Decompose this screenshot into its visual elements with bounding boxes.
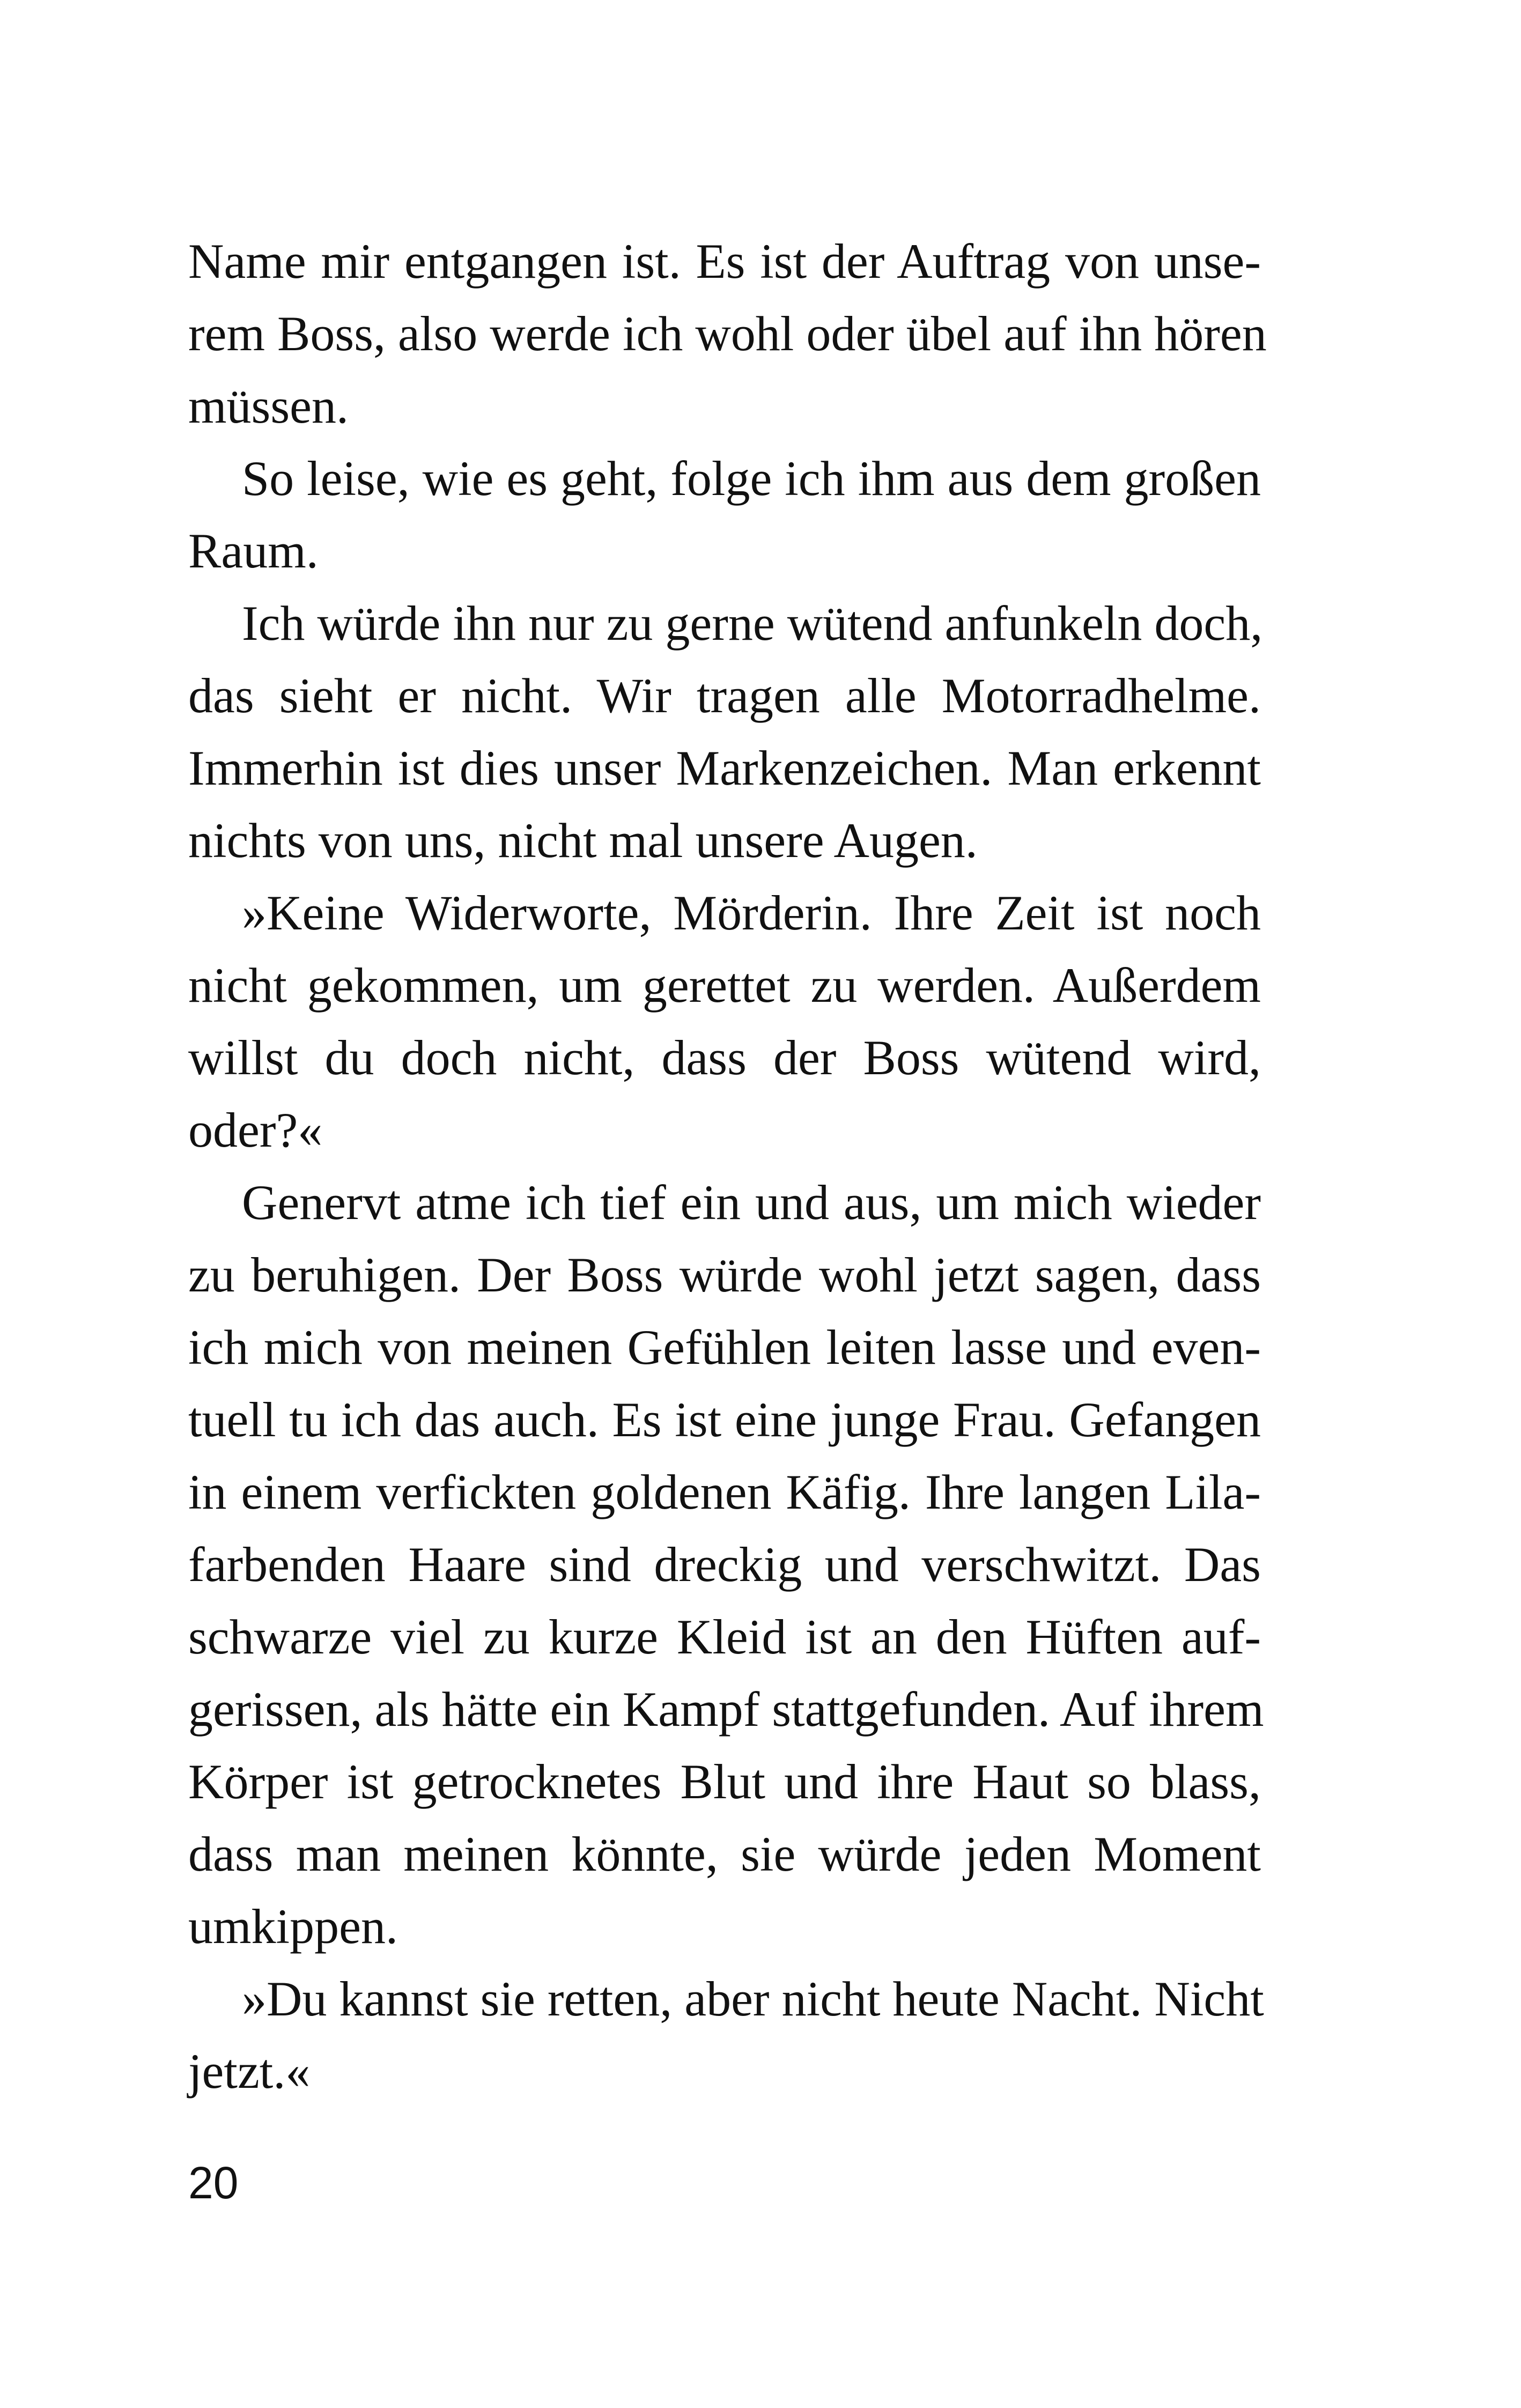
text-line: das sieht er nicht. Wir tragen alle Motorradhelme. [188,668,1261,723]
text-line: »Du kannst sie retten, aber nicht heute Nacht. Nicht [242,1971,1264,2026]
text-line: schwarze viel zu kurze Kleid ist an den Hüften auf- [188,1609,1261,1664]
paragraph [188,442,1261,587]
text-line: Ich würde ihn nur zu gerne wütend anfunkeln doch, [242,596,1263,651]
text-line: in einem verfickten goldenen Käfig. Ihre langen Lila- [188,1465,1261,1519]
text-line: »Keine Widerworte, Mörderin. Ihre Zeit ist noch [242,885,1261,940]
text-line: Name mir entgangen ist. Es ist der Auftrag von unse- [188,234,1261,289]
paragraph [188,225,1267,442]
text-line: dass man meinen könnte, sie würde jeden Moment [188,1827,1261,1881]
text-line: zu beruhigen. Der Boss würde wohl jetzt sagen, dass [188,1247,1261,1302]
paragraph [188,587,1261,877]
text-line: Immerhin ist dies unser Markenzeichen. Man erkennt [188,741,1261,795]
text-line: ich mich von meinen Gefühlen leiten lasse und even- [188,1320,1261,1375]
text-line: gerissen, als hätte ein Kampf stattgefunden. Auf ihrem [188,1682,1264,1737]
page-number: 20 [188,2158,239,2208]
text-line: Genervt atme ich tief ein und aus, um mich wieder [242,1175,1261,1230]
text-line: rem Boss, also werde ich wohl oder übel auf ihn hören [188,306,1267,361]
text-line: oder?« [188,1103,323,1157]
paragraph [188,877,1261,1166]
text-line: Körper ist getrocknetes Blut und ihre Haut so blass, [188,1754,1261,1809]
text-line: jetzt.« [188,2044,311,2099]
text-line: willst du doch nicht, dass der Boss wütend wird, [188,1030,1261,1085]
text-line: So leise, wie es geht, folge ich ihm aus dem großen [242,451,1261,506]
text-line: Raum. [188,523,319,578]
text-line: farbenden Haare sind dreckig und verschwitzt. Das [188,1537,1261,1592]
paragraph [188,1963,1264,2108]
body-text [188,225,1267,2108]
text-line: umkippen. [188,1899,398,1954]
text-line: tuell tu ich das auch. Es ist eine junge Frau. Gefangen [188,1392,1261,1447]
text-line: nichts von uns, nicht mal unsere Augen. [188,813,978,868]
text-line: müssen. [188,379,349,433]
paragraph [188,1166,1264,1963]
text-line: nicht gekommen, um gerettet zu werden. Außerdem [188,958,1261,1013]
